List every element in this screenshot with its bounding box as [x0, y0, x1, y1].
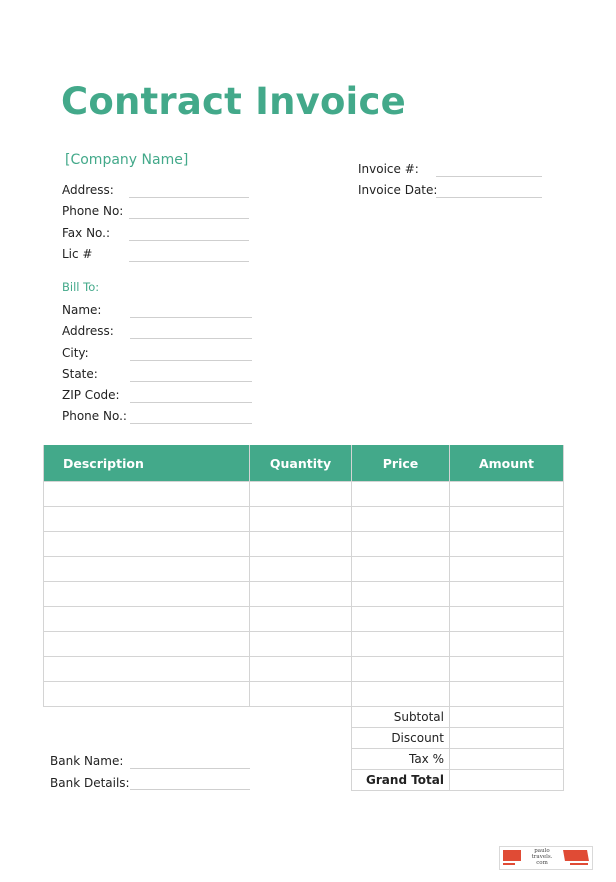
discount-row: [352, 728, 564, 749]
description-cell[interactable]: [44, 532, 250, 557]
logo-stripe-icon: [503, 863, 515, 865]
bill-address-field[interactable]: [130, 338, 252, 339]
subtotal-value[interactable]: [450, 707, 564, 728]
quantity-cell[interactable]: [250, 632, 352, 657]
description-cell[interactable]: [44, 482, 250, 507]
grand-total-value[interactable]: [450, 770, 564, 791]
table-row: [44, 657, 564, 682]
price-cell[interactable]: [352, 582, 450, 607]
bank-details-field[interactable]: [130, 789, 250, 790]
column-header-amount: Amount: [450, 445, 564, 482]
description-cell[interactable]: [44, 632, 250, 657]
amount-cell[interactable]: [450, 507, 564, 532]
amount-cell[interactable]: [450, 557, 564, 582]
subtotal-label: Subtotal: [352, 707, 450, 728]
column-header-price: Price: [352, 445, 450, 482]
description-cell[interactable]: [44, 682, 250, 707]
invoice-date-field[interactable]: [436, 197, 542, 198]
column-header-quantity: Quantity: [250, 445, 352, 482]
quantity-cell[interactable]: [250, 532, 352, 557]
logo-line-1: paulo: [534, 848, 550, 854]
price-cell[interactable]: [352, 532, 450, 557]
totals-table: [351, 706, 564, 791]
amount-cell[interactable]: [450, 582, 564, 607]
tax-value[interactable]: [450, 749, 564, 770]
price-cell[interactable]: [352, 682, 450, 707]
amount-cell[interactable]: [450, 532, 564, 557]
invoice-title: Contract Invoice: [61, 80, 406, 123]
company-name[interactable]: [Company Name]: [65, 152, 189, 168]
bill-to-heading: Bill To:: [62, 280, 100, 294]
description-cell[interactable]: [44, 607, 250, 632]
bill-name-field[interactable]: [130, 317, 252, 318]
logo-stripe-icon: [570, 863, 588, 865]
quantity-cell[interactable]: [250, 682, 352, 707]
amount-cell[interactable]: [450, 632, 564, 657]
description-cell[interactable]: [44, 557, 250, 582]
bill-state-label: State:: [62, 367, 98, 381]
amount-cell[interactable]: [450, 482, 564, 507]
bill-state-field[interactable]: [130, 381, 252, 382]
discount-label: Discount: [352, 728, 450, 749]
company-fax-label: Fax No.:: [62, 226, 111, 240]
watermark-logo: [499, 846, 593, 870]
company-lic-label: Lic #: [62, 247, 93, 261]
company-fax-field[interactable]: [129, 240, 249, 241]
company-phone-label: Phone No:: [62, 204, 124, 218]
table-row: [44, 482, 564, 507]
quantity-cell[interactable]: [250, 657, 352, 682]
bank-name-field[interactable]: [130, 768, 250, 769]
price-cell[interactable]: [352, 507, 450, 532]
price-cell[interactable]: [352, 657, 450, 682]
company-lic-field[interactable]: [129, 261, 249, 262]
discount-value[interactable]: [450, 728, 564, 749]
price-cell[interactable]: [352, 632, 450, 657]
table-row: [44, 632, 564, 657]
table-row: [44, 557, 564, 582]
company-phone-field[interactable]: [129, 218, 249, 219]
bill-zip-label: ZIP Code:: [62, 388, 120, 402]
bank-name-label: Bank Name:: [50, 754, 124, 768]
logo-line-2: travels.: [531, 854, 553, 860]
logo-stripe-icon: [563, 850, 589, 861]
company-address-field[interactable]: [129, 197, 249, 198]
bill-zip-field[interactable]: [130, 402, 252, 403]
price-cell[interactable]: [352, 607, 450, 632]
subtotal-row: [352, 707, 564, 728]
logo-stripe-icon: [503, 850, 521, 861]
amount-cell[interactable]: [450, 657, 564, 682]
quantity-cell[interactable]: [250, 607, 352, 632]
invoice-date-label: Invoice Date:: [358, 183, 438, 197]
amount-cell[interactable]: [450, 682, 564, 707]
quantity-cell[interactable]: [250, 557, 352, 582]
quantity-cell[interactable]: [250, 582, 352, 607]
bill-city-label: City:: [62, 346, 89, 360]
table-row: [44, 507, 564, 532]
table-row: [44, 682, 564, 707]
company-address-label: Address:: [62, 183, 114, 197]
table-row: [44, 582, 564, 607]
invoice-number-label: Invoice #:: [358, 162, 419, 176]
description-cell[interactable]: [44, 657, 250, 682]
bank-details-label: Bank Details:: [50, 776, 130, 790]
items-header-row: [44, 445, 564, 482]
bill-name-label: Name:: [62, 303, 102, 317]
bill-phone-label: Phone No.:: [62, 409, 127, 423]
table-row: [44, 532, 564, 557]
quantity-cell[interactable]: [250, 482, 352, 507]
tax-row: [352, 749, 564, 770]
price-cell[interactable]: [352, 482, 450, 507]
bill-phone-field[interactable]: [130, 423, 252, 424]
logo-line-3: com: [536, 860, 548, 866]
column-header-description: Description: [44, 445, 250, 482]
amount-cell[interactable]: [450, 607, 564, 632]
grand-total-row: [352, 770, 564, 791]
bill-city-field[interactable]: [130, 360, 252, 361]
tax-label: Tax %: [352, 749, 450, 770]
description-cell[interactable]: [44, 582, 250, 607]
price-cell[interactable]: [352, 557, 450, 582]
table-row: [44, 607, 564, 632]
invoice-number-field[interactable]: [436, 176, 542, 177]
description-cell[interactable]: [44, 507, 250, 532]
grand-total-label: Grand Total: [352, 770, 450, 791]
items-table: [43, 445, 564, 707]
quantity-cell[interactable]: [250, 507, 352, 532]
bill-address-label: Address:: [62, 324, 114, 338]
logo-text: [522, 848, 562, 866]
